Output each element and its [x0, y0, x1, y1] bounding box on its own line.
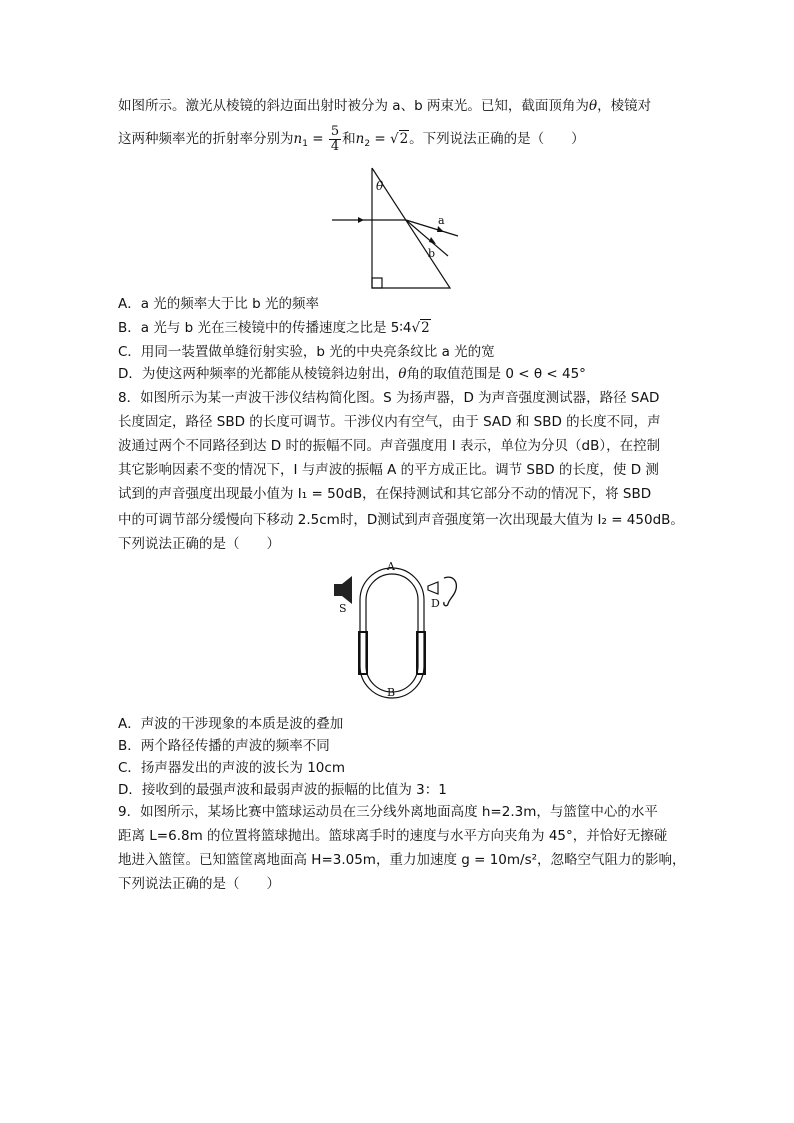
ray-a-label: a	[438, 214, 445, 227]
sqrt-2: √2	[389, 131, 409, 147]
q9-stem-line-1: 9．如图所示，某场比赛中篮球运动员在三分线外离地面高度 h=2.3m，与篮筐中心的水平	[118, 804, 658, 820]
q7-option-a: A．a 光的频率大于比 b 光的频率	[118, 296, 319, 312]
q9-stem-line-4: 下列说法正确的是（ ）	[118, 876, 280, 892]
q8-stem-line-2: 长度固定，路径 SBD 的长度可调节。干涉仪内有空气，由于 SAD 和 SBD 的长度不同，声	[118, 414, 661, 430]
q8-stem-line-7: 下列说法正确的是（ ）	[118, 536, 280, 552]
inner-tube	[366, 574, 418, 692]
incident-arrow-icon	[358, 217, 364, 223]
q8-option-c: C．扬声器发出的声波的波长为 10cm	[118, 760, 345, 776]
q8-stem-line-1: 8．如图所示为某一声波干涉仪结构简化图。S 为扬声器，D 为声音强度测试器，路径 SAD	[118, 390, 660, 406]
ray-a	[406, 220, 458, 236]
q7-option-b: B．a 光与 b 光在三棱镜中的传播速度之比是 5∶4√2	[118, 320, 430, 336]
label-A: A	[387, 560, 395, 573]
q8-option-d: D．接收到的最强声波和最弱声波的振幅的比值为 3：1	[118, 782, 447, 798]
ray-b-arrow-icon	[429, 237, 436, 244]
q8-stem-line-4: 其它影响因素不变的情况下，I 与声波的振幅 A 的平方成正比。调节 SBD 的长度，使 D 测	[118, 462, 659, 478]
q9-stem-line-2: 距离 L=6.8m 的位置将篮球抛出。篮球离手时的速度与水平方向夹角为 45°，并恰好无擦碰	[118, 828, 668, 844]
q8-stem-line-5: 试到的声音强度出现最小值为 I₁ = 50dB，在保持测试和其它部分不动的情况下，将 SBD	[118, 486, 652, 502]
q8-stem-line-3: 波通过两个不同路径到达 D 时的振幅不同。声音强度用 I 表示，单位为分贝（dB），在控制	[118, 438, 661, 454]
q8-option-a: A．声波的干涉现象的本质是波的叠加	[118, 716, 344, 732]
speaker-icon	[334, 576, 352, 604]
prism-figure	[330, 164, 470, 292]
q8-option-b: B．两个路径传播的声波的频率不同	[118, 738, 330, 754]
q7-option-c: C．用同一装置做单缝衍射实验，b 光的中央亮条纹比 a 光的宽	[118, 344, 495, 360]
ray-b-label: b	[428, 247, 436, 260]
q7-stem-line-2: 这两种频率光的折射率分别为$n_1$ = $\frac{5}{4}$ 和$n_2 = √2$。下列说法正确的是（ ）	[118, 123, 585, 154]
ear-icon	[444, 577, 457, 606]
q9-stem-line-3: 地进入篮筐。已知篮筐离地面高 H=3.05m，重力加速度 g = 10m/s²，忽略空气阻力的影响，	[118, 852, 686, 868]
label-B: B	[387, 686, 396, 699]
sqrt-2-option-b: √2	[411, 320, 430, 336]
q7-stem-line-1: 如图所示。激光从棱镜的斜边面出射时被分为 a、b 两束光。已知，截面顶角为θ，棱镜对	[118, 98, 652, 114]
q8-stem-line-6: 中的可调节部分缓慢向下移动 2.5cm时，D测试到声音强度第一次出现最大值为 I₂ = 450dB。	[118, 512, 684, 528]
label-D: D	[431, 597, 440, 610]
label-S: S	[339, 602, 347, 615]
fraction-5-over-4: $\frac{5}{4}$	[330, 123, 340, 154]
right-angle-mark	[372, 278, 382, 288]
q7-option-d: D．为使这两种频率的光都能从棱镜斜边射出，θ角的取值范围是 0 < θ < 45°	[118, 366, 586, 382]
detector-icon	[428, 582, 438, 594]
theta-label: θ	[376, 179, 384, 193]
interferometer-figure	[330, 554, 470, 706]
